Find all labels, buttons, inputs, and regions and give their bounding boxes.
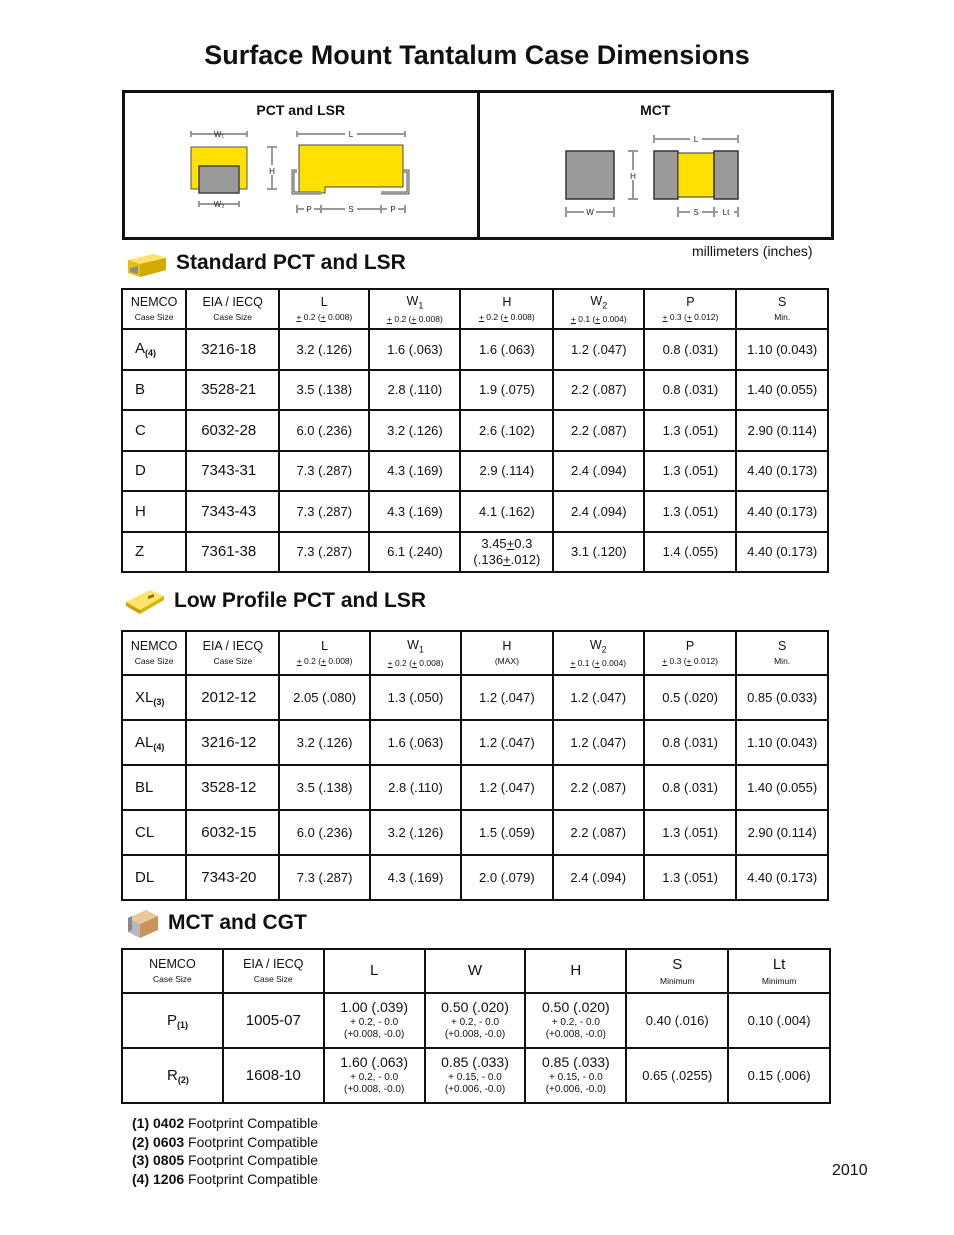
table-row: [122, 532, 828, 573]
lowprofile-section-heading: [124, 584, 426, 618]
dimension-cell: 0.85 (.033) + 0.15, - 0.0 (+0.006, -0.0): [525, 1048, 626, 1103]
dimension-cell: 2.90 (0.114): [736, 810, 828, 855]
footnote-item: (2) 0603 Footprint Compatible: [132, 1133, 318, 1150]
eia-case-size: 6032-28: [186, 410, 279, 451]
dimension-cell: 1.6 (.063): [460, 329, 553, 370]
column-header: EIA / IECQ Case Size: [186, 289, 279, 329]
dimension-cell: 1.9 (.075): [460, 370, 553, 411]
table-row: [122, 491, 828, 532]
dimension-cell: 1.3 (.051): [644, 410, 736, 451]
column-header: P + 0.3 (+ 0.012): [644, 631, 736, 675]
dimension-cell: 1.3 (.051): [644, 491, 736, 532]
footnote-item: (4) 1206 Footprint Compatible: [132, 1170, 318, 1187]
table-row: [122, 810, 828, 855]
dimension-cell: 3.2 (.126): [370, 810, 461, 855]
table-row: [122, 370, 828, 411]
mct-diagram: [477, 93, 832, 237]
column-header: H + 0.2 (+ 0.008): [460, 289, 553, 329]
units-note: millimeters (inches): [692, 243, 813, 259]
table-row: [122, 720, 828, 765]
dimension-cell: 2.6 (.102): [460, 410, 553, 451]
dimension-cell: 2.8 (.110): [370, 765, 461, 810]
dimension-cell: 1.6 (.063): [369, 329, 460, 370]
dimension-cell: 2.4 (.094): [553, 855, 644, 900]
footnotes: [132, 1114, 318, 1188]
lt-dim-label: Lt: [722, 208, 729, 217]
column-header: EIA / IECQ Case Size: [223, 949, 324, 993]
dimension-cell: 3.2 (.126): [279, 329, 369, 370]
column-header: L + 0.2 (+ 0.008): [279, 631, 369, 675]
pct-lsr-diagram: [125, 93, 477, 237]
dimension-cell: 1.6 (.063): [370, 720, 461, 765]
dimension-cell: 1.2 (.047): [553, 329, 644, 370]
nemco-case-code: C: [122, 410, 186, 451]
dimension-cell: 4.40 (0.173): [736, 855, 828, 900]
lowprofile-dimensions-table: [121, 630, 829, 901]
column-header: H (MAX): [461, 631, 552, 675]
dimension-cell: 7.3 (.287): [279, 491, 369, 532]
dimension-cell: 6.0 (.236): [279, 410, 369, 451]
dimension-cell: 0.40 (.016): [626, 993, 728, 1048]
dimension-cell: 2.05 (.080): [279, 675, 369, 720]
dimension-cell: 2.2 (.087): [553, 810, 644, 855]
dimension-cell: 0.8 (.031): [644, 370, 736, 411]
column-header: L + 0.2 (+ 0.008): [279, 289, 369, 329]
eia-case-size: 3216-12: [186, 720, 279, 765]
dimension-cell: 1.3 (.051): [644, 451, 736, 492]
eia-case-size: 3528-12: [186, 765, 279, 810]
dimension-cell: 2.4 (.094): [553, 491, 644, 532]
dimension-cell: 1.40 (0.055): [736, 370, 828, 411]
dimension-cell: 0.15 (.006): [728, 1048, 830, 1103]
mct-h-dim-label: H: [629, 172, 636, 181]
pct-lsr-diagram-label: PCT and LSR: [256, 102, 346, 118]
s-dim-label: S: [348, 205, 354, 214]
table-row: [122, 855, 828, 900]
column-header: S Minimum: [626, 949, 728, 993]
table-row: [122, 1048, 830, 1103]
dimension-cell: 1.2 (.047): [461, 675, 552, 720]
dimension-cell: 7.3 (.287): [279, 532, 369, 573]
dimension-cell: 1.5 (.059): [461, 810, 552, 855]
column-header: EIA / IECQ Case Size: [186, 631, 279, 675]
column-header: S Min.: [736, 631, 828, 675]
mct-section-title: MCT and CGT: [168, 911, 307, 934]
dimension-cell: 1.40 (0.055): [736, 765, 828, 810]
table-row: [122, 451, 828, 492]
dimension-cell: 0.85 (0.033): [736, 675, 828, 720]
eia-case-size: 7343-20: [186, 855, 279, 900]
dimension-cell: 4.1 (.162): [460, 491, 553, 532]
nemco-case-code: $R_{(2)}$: [122, 1048, 223, 1103]
p-dim-label-left: P: [306, 205, 312, 214]
dimension-cell: 1.3 (.050): [370, 675, 461, 720]
dimension-cell: 3.2 (.126): [369, 410, 460, 451]
dimension-cell: 2.0 (.079): [461, 855, 552, 900]
dimension-cell: 1.3 (.051): [644, 810, 736, 855]
w-dim-label: W: [585, 208, 594, 217]
dimension-cell: 1.10 (0.043): [736, 720, 828, 765]
page-year: 2010: [832, 1162, 868, 1179]
standard-dimensions-table: [121, 288, 829, 573]
dimension-cell: 4.40 (0.173): [736, 491, 828, 532]
eia-case-size: 7361-38: [186, 532, 279, 573]
footnote-item: (1) 0402 Footprint Compatible: [132, 1115, 318, 1131]
dimension-cell: 0.10 (.004): [728, 993, 830, 1048]
column-header: W: [425, 949, 526, 993]
mct-s-dim-label: S: [692, 208, 699, 217]
lowprofile-section-title: Low Profile PCT and LSR: [174, 589, 427, 612]
nemco-case-code: Z: [122, 532, 186, 573]
column-header: $W_1$ + 0.2 (+ 0.008): [370, 631, 461, 675]
dimension-cell: 1.2 (.047): [461, 720, 552, 765]
dimension-cell: 4.40 (0.173): [736, 451, 828, 492]
dimension-cell: 3.5 (.138): [279, 370, 369, 411]
nemco-case-code: H: [122, 491, 186, 532]
dimension-cell: 2.4 (.094): [553, 451, 644, 492]
table-row: [122, 675, 828, 720]
nemco-case-code: $A_{(4)}$: [122, 329, 186, 370]
dimension-cell: 1.3 (.051): [644, 855, 736, 900]
dimension-cell: 3.5 (.138): [279, 765, 369, 810]
standard-section-heading: [124, 246, 406, 280]
nemco-case-code: B: [122, 370, 186, 411]
eia-case-size: 2012-12: [186, 675, 279, 720]
page-title: Surface Mount Tantalum Case Dimensions: [204, 40, 750, 70]
dimension-cell: 0.8 (.031): [644, 329, 736, 370]
dimension-cell: 0.8 (.031): [644, 720, 736, 765]
eia-case-size: 1005-07: [223, 993, 324, 1048]
nemco-case-code: DL: [122, 855, 186, 900]
dimension-cell: 3.2 (.126): [279, 720, 369, 765]
footnote-item: (3) 0805 Footprint Compatible: [132, 1152, 318, 1168]
nemco-case-code: $XL_{(3)}$: [122, 675, 186, 720]
column-header: Lt Minimum: [728, 949, 830, 993]
dimension-cell: 1.60 (.063) + 0.2, - 0.0 (+0.008, -0.0): [324, 1048, 425, 1103]
mct-section-heading: [126, 906, 307, 940]
mct-diagram-label: MCT: [640, 102, 671, 118]
dimension-cell: 7.3 (.287): [279, 855, 369, 900]
dimension-cell: 4.3 (.169): [369, 491, 460, 532]
l-dim-label: L: [348, 130, 354, 139]
dimension-cell: 4.3 (.169): [369, 451, 460, 492]
eia-case-size: 7343-43: [186, 491, 279, 532]
mct-drawing: [480, 93, 831, 237]
column-header: NEMCO Case Size: [122, 631, 186, 675]
nemco-case-code: CL: [122, 810, 186, 855]
column-header: $W_2$ + 0.1 (+ 0.004): [553, 631, 644, 675]
dimension-cell: 0.5 (.020): [644, 675, 736, 720]
h-dim-label: H: [269, 167, 275, 176]
nemco-case-code: $P_{(1)}$: [122, 993, 223, 1048]
dimension-cell: 1.2 (.047): [553, 675, 644, 720]
nemco-case-code: $AL_{(4)}$: [122, 720, 186, 765]
eia-case-size: 3528-21: [186, 370, 279, 411]
w2-dim-label: W₂: [213, 200, 225, 209]
dimension-cell: 4.3 (.169): [370, 855, 461, 900]
table-row: [122, 765, 828, 810]
column-header: NEMCO Case Size: [122, 289, 186, 329]
table-row: [122, 329, 828, 370]
dimension-cell: 0.8 (.031): [644, 765, 736, 810]
column-header: H: [525, 949, 626, 993]
case-diagram-panel: [122, 90, 834, 240]
column-header: $W_1$ + 0.2 (+ 0.008): [369, 289, 460, 329]
dimension-cell: 0.65 (.0255): [626, 1048, 728, 1103]
p-dim-label-right: P: [390, 205, 396, 214]
dimension-cell: 6.0 (.236): [279, 810, 369, 855]
eia-case-size: 3216-18: [186, 329, 279, 370]
dimension-cell: 1.10 (0.043): [736, 329, 828, 370]
nemco-case-code: BL: [122, 765, 186, 810]
eia-case-size: 7343-31: [186, 451, 279, 492]
eia-case-size: 6032-15: [186, 810, 279, 855]
dimension-cell: 2.2 (.087): [553, 410, 644, 451]
table-row: [122, 993, 830, 1048]
eia-case-size: 1608-10: [223, 1048, 324, 1103]
low-profile-chip-icon: [124, 584, 166, 618]
dimension-cell: 0.85 (.033) + 0.15, - 0.0 (+0.006, -0.0): [425, 1048, 526, 1103]
mct-chip-icon: [126, 906, 160, 940]
tantalum-chip-icon: [124, 246, 168, 280]
dimension-cell: 2.2 (.087): [553, 370, 644, 411]
dimension-cell: 0.50 (.020) + 0.2, - 0.0 (+0.008, -0.0): [425, 993, 526, 1048]
dimension-cell: 2.90 (0.114): [736, 410, 828, 451]
dimension-cell: 4.40 (0.173): [736, 532, 828, 573]
column-header: $W_2$ + 0.1 (+ 0.004): [553, 289, 644, 329]
dimension-cell: 0.50 (.020) + 0.2, - 0.0 (+0.008, -0.0): [525, 993, 626, 1048]
dimension-cell: 6.1 (.240): [369, 532, 460, 573]
pct-lsr-drawing: [125, 93, 476, 237]
dimension-cell: 1.2 (.047): [553, 720, 644, 765]
mct-dimensions-table: [121, 948, 831, 1104]
column-header: L: [324, 949, 425, 993]
dimension-cell: 3.45+0.3 (.136+.012): [460, 532, 553, 573]
column-header: P + 0.3 (+ 0.012): [644, 289, 736, 329]
dimension-cell: 2.2 (.087): [553, 765, 644, 810]
table-row: [122, 410, 828, 451]
dimension-cell: 2.8 (.110): [369, 370, 460, 411]
nemco-case-code: D: [122, 451, 186, 492]
standard-section-title: Standard PCT and LSR: [176, 251, 406, 274]
dimension-cell: 3.1 (.120): [553, 532, 644, 573]
w1-dim-label: W₁: [213, 130, 225, 139]
dimension-cell: 1.4 (.055): [644, 532, 736, 573]
column-header: S Min.: [736, 289, 828, 329]
dimension-cell: 7.3 (.287): [279, 451, 369, 492]
mct-l-dim-label: L: [693, 135, 698, 144]
dimension-cell: 1.2 (.047): [461, 765, 552, 810]
dimension-cell: 1.00 (.039) + 0.2, - 0.0 (+0.008, -0.0): [324, 993, 425, 1048]
column-header: NEMCO Case Size: [122, 949, 223, 993]
dimension-cell: 2.9 (.114): [460, 451, 553, 492]
